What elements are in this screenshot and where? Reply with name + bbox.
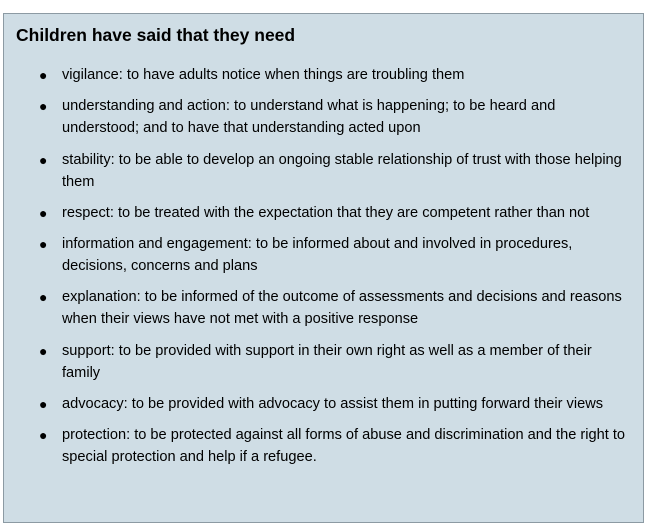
- list-item: [4, 202, 643, 224]
- bullet-icon: ●: [39, 98, 48, 115]
- list-item: [4, 424, 643, 468]
- list-item-text: vigilance: to have adults notice when things are troubling them: [62, 67, 465, 83]
- bullet-icon: ●: [39, 396, 48, 413]
- bullet-icon: ●: [39, 151, 48, 168]
- list-item-text: stability: to be able to develop an ongoing stable relationship of trust with those helping them: [62, 151, 622, 190]
- bullet-icon: ●: [39, 427, 48, 444]
- list-item-text: information and engagement: to be informed about and involved in procedures, decisions, concerns and plans: [62, 236, 573, 275]
- list-item: [4, 340, 643, 384]
- bullet-icon: ●: [39, 67, 48, 83]
- list-item: [4, 286, 643, 330]
- list-item-text: support: to be provided with support in their own right as well as a member of their family: [62, 342, 592, 381]
- list-item-text: respect: to be treated with the expectation that they are competent rather than not: [62, 204, 590, 221]
- bullet-icon: ●: [39, 342, 48, 359]
- needs-box: [3, 13, 644, 523]
- bullet-icon: ●: [39, 289, 48, 306]
- box-title: Children have said that they need: [16, 25, 296, 45]
- list-item-text: explanation: to be informed of the outcome of assessments and decisions and reasons when their views have not met with a positive response: [62, 289, 622, 328]
- list-item: [4, 393, 643, 415]
- list-item: [4, 149, 643, 193]
- bullet-icon: ●: [39, 204, 48, 221]
- needs-list: [4, 64, 643, 478]
- list-item-text: understanding and action: to understand what is happening; to be heard and understood; and to have that understanding acted upon: [62, 98, 556, 137]
- list-item-text: advocacy: to be provided with advocacy to assist them in putting forward their views: [62, 396, 604, 413]
- list-item: [4, 95, 643, 139]
- bullet-icon: ●: [39, 236, 48, 253]
- list-item: [4, 233, 643, 277]
- list-item: [4, 64, 643, 86]
- list-item-text: protection: to be protected against all forms of abuse and discrimination and the right to special protection and help if a refugee.: [62, 427, 625, 466]
